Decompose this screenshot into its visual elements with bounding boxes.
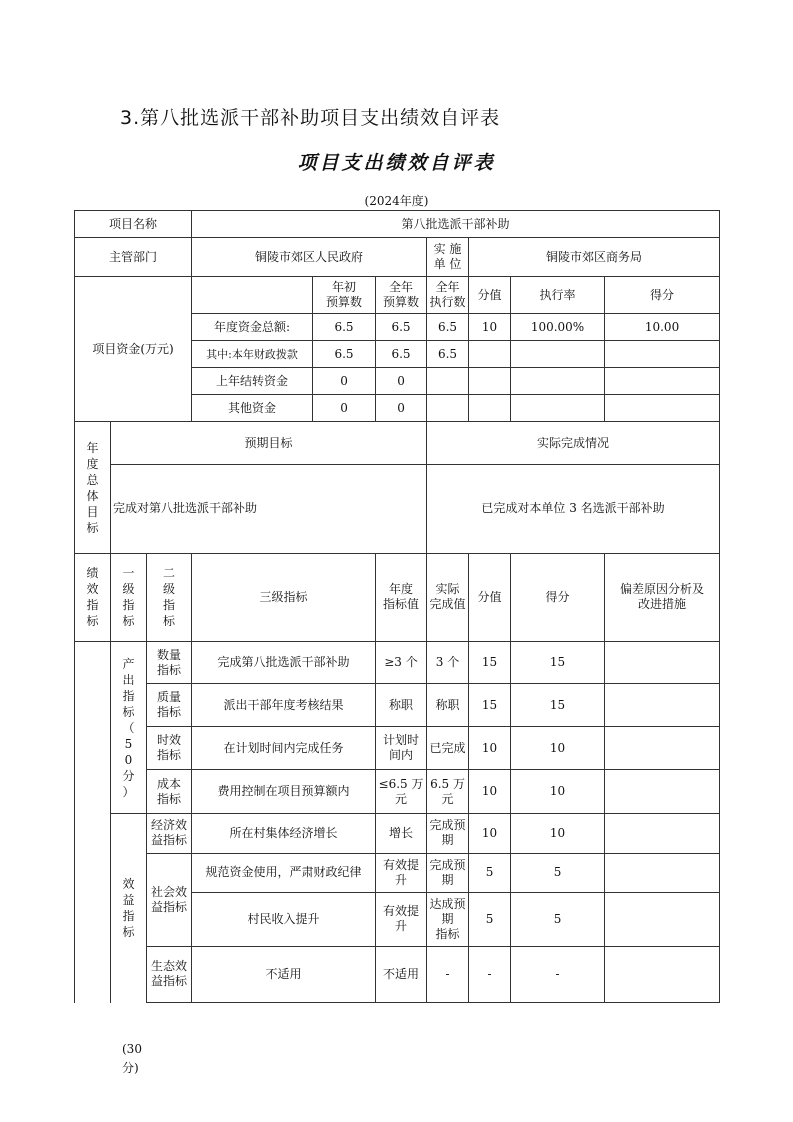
- project-name-row: [75, 211, 720, 238]
- social-benefit-label: 社会效 益指标: [147, 853, 192, 946]
- indicator-row: 社会效 益指标 规范资金使用，严肃财政纪律 有效提 升 完成预期 5 5: [75, 853, 720, 892]
- perf-blank: [75, 642, 111, 1003]
- fiscal-year: (2024年度): [364, 194, 429, 208]
- indicator-row: 生态效 益指标 不适用 不适用 - - -: [75, 946, 720, 1002]
- analysis-header: 偏差原因分析及 改进措施: [605, 553, 720, 641]
- project-name-label: 项目名称: [75, 211, 192, 238]
- rate-header: 执行率: [511, 277, 605, 314]
- indicator-row: 村民收入提升 有效提 升 达成预期 指标 5 5: [75, 892, 720, 946]
- dept-label: 主管部门: [75, 238, 192, 277]
- benefit-score-note: (30 分): [122, 1042, 142, 1075]
- level1-header: 一 级 指 标: [111, 553, 147, 641]
- indicator-header-row: [75, 553, 720, 641]
- department-row: [75, 238, 720, 277]
- indicator-row: 时效 指标 在计划时间内完成任务 计划时 间内 已完成 10 10: [75, 727, 720, 770]
- funds-header-row: [75, 277, 720, 314]
- initial-budget-header: 年初 预算数: [313, 277, 376, 314]
- full-budget-header: 全年 预算数: [376, 277, 427, 314]
- score-header: 分值: [469, 553, 511, 641]
- indicator-row: 效 益 指 标 经济效 益指标 所在村集体经济增长 增长 完成预期 10 10: [75, 814, 720, 853]
- funds-row: 其他资金 0 0: [75, 395, 720, 422]
- funds-row: 其中:本年财政拨款 6.5 6.5 6.5: [75, 341, 720, 368]
- target-header: 年度 指标值: [376, 553, 427, 641]
- funds-row: 年度资金总额: 6.5 6.5 6.5 10 100.00% 10.00: [75, 314, 720, 341]
- impl-value: 铜陵市郊区商务局: [469, 238, 720, 277]
- indicator-row: 产 出 指 标 （ 5 0 分 ） 数量 指标 完成第八批选派干部补助 ≥3 个 3 个 15 15: [75, 642, 720, 684]
- goals-header-row: [75, 422, 720, 464]
- score-header: 分值: [469, 277, 511, 314]
- goals-label: 年 度 总 体 目 标: [75, 422, 111, 553]
- benefit-indicator-label: 效 益 指 标: [111, 814, 147, 1003]
- got-header: 得分: [605, 277, 720, 314]
- project-name-value: 第八批选派干部补助: [192, 211, 720, 238]
- funds-row: 上年结转资金 0 0: [75, 368, 720, 395]
- exec-header: 全年 执行数: [427, 277, 469, 314]
- document-heading: 3.第八批选派干部补助项目支出绩效自评表: [120, 107, 501, 129]
- actual-goal-header: 实际完成情况: [427, 422, 720, 464]
- level2-header: 二 级 指 标: [147, 553, 192, 641]
- got-header: 得分: [511, 553, 605, 641]
- expected-goal-header: 预期目标: [111, 422, 427, 464]
- funds-label: 项目资金(万元): [75, 277, 192, 422]
- indicator-row: 成本 指标 费用控制在项目预算额内 ≤6.5 万 元 6.5 万元 10 10: [75, 770, 720, 814]
- actual-header: 实际 完成值: [427, 553, 469, 641]
- impl-label: 实 施 单 位: [427, 238, 469, 277]
- perf-indicator-label: 绩 效 指 标: [75, 553, 111, 641]
- dept-value: 铜陵市郊区人民政府: [192, 238, 427, 277]
- indicator-row: 质量 指标 派出干部年度考核结果 称职 称职 15 15: [75, 684, 720, 727]
- expected-goal: 完成对第八批选派干部补助: [111, 464, 427, 553]
- output-indicator-label: 产 出 指 标 （ 5 0 分 ）: [111, 642, 147, 814]
- performance-table: [74, 210, 719, 1003]
- table-subtitle: 项目支出绩效自评表: [297, 152, 496, 174]
- level3-header: 三级指标: [192, 553, 376, 641]
- actual-goal: 已完成对本单位 3 名选派干部补助: [427, 464, 720, 553]
- goals-row: [75, 464, 720, 553]
